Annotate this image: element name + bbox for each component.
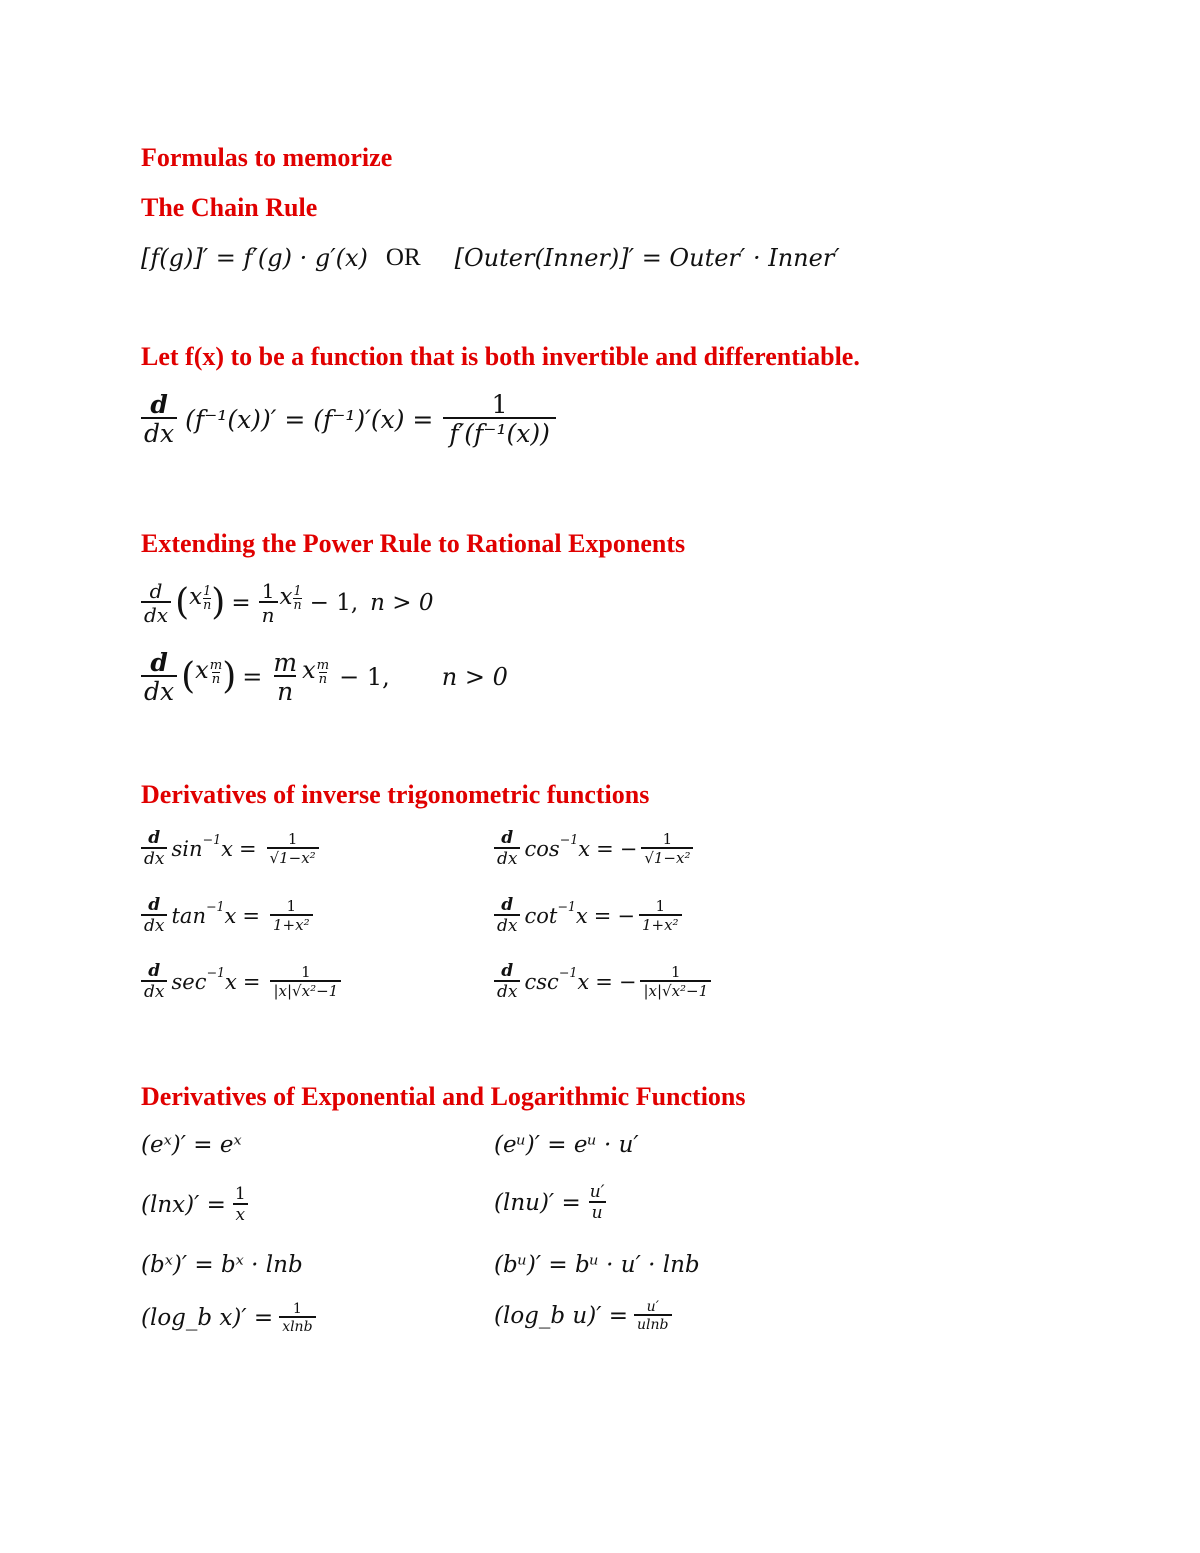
exp-derivative-bx: (bˣ)′ = bˣ · lnb xyxy=(141,1252,303,1278)
d-dx-operator: $\frac{d}{dx}$ xyxy=(141,963,167,1001)
heading-inverse: Let f(x) to be a function that is both invertible and differentiable. xyxy=(141,342,860,371)
power-rule-formula-2: $\frac{d}{dx}$ ( x $\frac{m}{n}$ ) = $\frac{m}{n}$ x $\frac{m}{n}$ − 1, n > 0 xyxy=(141,650,508,704)
power-rule-formula-1: $\frac{d}{dx}$ ( x $\frac{1}{n}$ ) = $\frac{1}{n}$ x $\frac{1}{n}$ − 1, n > 0 xyxy=(141,581,434,625)
power-rule-condition-2: n > 0 xyxy=(441,663,508,691)
d-dx-operator: $\frac{d}{dx}$ xyxy=(494,830,520,868)
exp-derivative-eu: (eᵘ)′ = eᵘ · u′ xyxy=(494,1132,639,1158)
inverse-fraction: $\frac{1}{\text{f′(f⁻¹(x))}}$ xyxy=(443,392,556,446)
inverse-derivative-formula xyxy=(141,392,560,446)
trig-derivative-csc: $\frac{d}{dx}$ csc −1 x = − $\frac{1}{\text{|x|√x²−1}}$ xyxy=(494,963,715,1001)
log-derivative-logbu: (log_b u)′ = $\frac{u'}{ulnb}$ xyxy=(494,1300,676,1332)
trig-derivative-tan: $\frac{d}{dx}$ tan −1 x = $\frac{1}{\text{1+x²}}$ xyxy=(141,897,317,935)
trig-derivative-sec: $\frac{d}{dx}$ sec −1 x = $\frac{1}{\text{|x|√x²−1}}$ xyxy=(141,963,345,1001)
d-dx-operator: $\frac{d}{dx}$ xyxy=(141,650,177,704)
d-dx-operator: $\frac{d}{dx}$ xyxy=(141,392,177,446)
log-derivative-lnu: (lnu)′ = $\frac{u'}{u}$ xyxy=(494,1182,605,1223)
d-dx-operator: $\frac{d}{dx}$ xyxy=(141,897,167,935)
heading-inverse-trig: Derivatives of inverse trigonometric functions xyxy=(141,780,650,809)
heading-chain-rule: The Chain Rule xyxy=(141,193,318,222)
chain-rule-or: OR xyxy=(385,244,421,271)
chain-rule-formula xyxy=(141,245,840,270)
chain-rule-lhs: [f(g)]′ = f′(g) · g′(x) xyxy=(141,243,368,272)
d-dx-operator: $\frac{d}{dx}$ xyxy=(141,581,171,625)
trig-derivative-sin: $\frac{d}{dx}$ sin −1 x = $\frac{1}{\text{√1−x²}}$ xyxy=(141,830,323,868)
power-rule-condition-1: n > 0 xyxy=(370,589,434,616)
page-title: Formulas to memorize xyxy=(141,143,393,172)
exp-derivative-ex: (eˣ)′ = eˣ xyxy=(141,1132,242,1158)
trig-derivative-cos: $\frac{d}{dx}$ cos −1 x = − $\frac{1}{\text{√1−x²}}$ xyxy=(494,830,697,868)
heading-power-rule: Extending the Power Rule to Rational Exponents xyxy=(141,529,686,558)
d-dx-operator: $\frac{d}{dx}$ xyxy=(494,897,520,935)
chain-rule-rhs: [Outer(Inner)]′ = Outer′ · Inner′ xyxy=(454,243,840,272)
inverse-lhs: (f⁻¹(x))′ = (f⁻¹)′(x) = xyxy=(185,404,434,434)
trig-derivative-cot: $\frac{d}{dx}$ cot −1 x = − $\frac{1}{\text{1+x²}}$ xyxy=(494,897,686,935)
d-dx-operator: $\frac{d}{dx}$ xyxy=(141,830,167,868)
heading-exp-log: Derivatives of Exponential and Logarithmic Functions xyxy=(141,1082,746,1111)
log-derivative-logbx: (log_b x)′ = $\frac{1}{xlnb}$ xyxy=(141,1302,320,1334)
exp-derivative-bu: (bᵘ)′ = bᵘ · u′ · lnb xyxy=(494,1252,700,1278)
log-derivative-lnx: (lnx)′ = $\frac{1}{x}$ xyxy=(141,1186,253,1224)
d-dx-operator: $\frac{d}{dx}$ xyxy=(494,963,520,1001)
